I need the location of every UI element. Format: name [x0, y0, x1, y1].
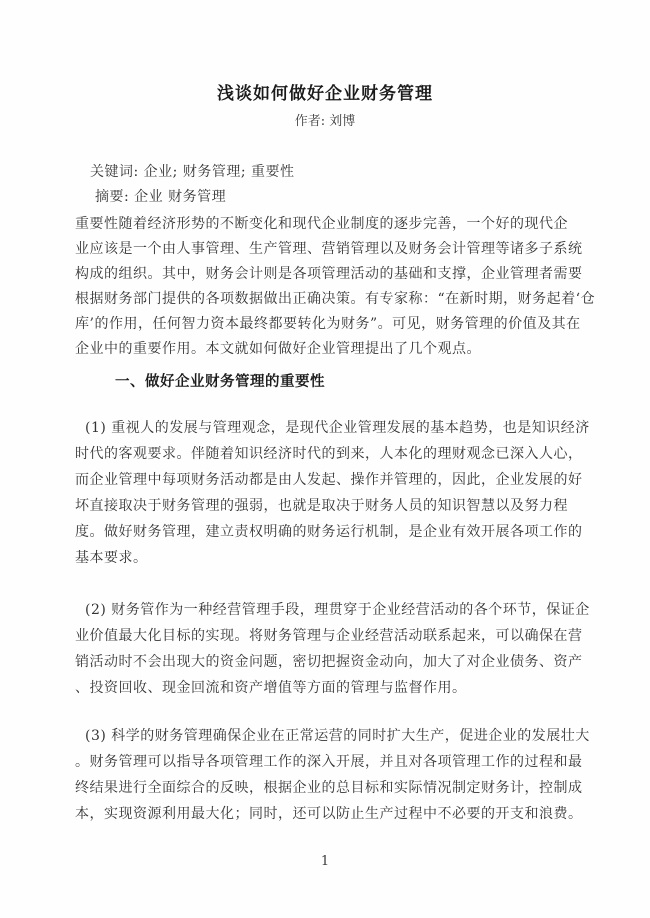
- text-line: 终结果进行全面综合的反映，根据企业的总目标和实际情况制定财务计，控制成: [75, 780, 583, 796]
- text-line: 根据财务部门提供的各项数据做出正确决策。有专家称：“在新时期，财务起着‘仓: [75, 291, 596, 307]
- text-line: 基本要求。: [75, 550, 148, 566]
- section-heading: 一、做好企业财务管理的重要性: [115, 373, 325, 390]
- text-line: 重要性随着经济形势的不断变化和现代企业制度的逐步完善，一个好的现代企: [75, 216, 568, 232]
- text-line: 业价值最大化目标的实现。将财务管理与企业经营活动联系起来，可以确保在营: [75, 628, 583, 644]
- paragraph-1: [75, 415, 590, 571]
- author-line: 作者: 刘博: [294, 114, 356, 129]
- text-line: 而企业管理中每项财务活动都是由人发起、操作并管理的，因此，企业发展的好: [75, 472, 583, 488]
- intro-paragraph: [75, 212, 596, 362]
- text-line: 度。做好财务管理，建立责权明确的财务运行机制，是企业有效开展各项工作的: [75, 524, 583, 540]
- keywords-line: 关键词: 企业; 财务管理; 重要性: [90, 164, 295, 180]
- text-line: 时代的客观要求。伴随着知识经济时代的到来，人本化的理财观念已深入人心，: [75, 446, 583, 462]
- text-line: 业应该是一个由人事管理、生产管理、营销管理以及财务会计管理等诸多子系统: [75, 241, 583, 257]
- text-line: 企业中的重要作用。本文就如何做好企业管理提出了几个观点。: [75, 341, 481, 357]
- text-line: 构成的组织。其中，财务会计则是各项管理活动的基础和支撑，企业管理者需要: [75, 266, 583, 282]
- text-line: 坏直接取决于财务管理的强弱，也就是取决于财务人员的知识智慧以及努力程: [75, 498, 568, 514]
- text-line: 销活动时不会出现大的资金问题，密切把握资金动向，加大了对企业债务、资产: [75, 654, 583, 670]
- page-number: 1: [320, 854, 330, 869]
- text-line: 、投资回收、现金回流和资产增值等方面的管理与监督作用。: [75, 680, 467, 696]
- text-line: (1) 重视人的发展与管理观念，是现代企业管理发展的基本趋势，也是知识经济: [85, 420, 590, 436]
- text-line: (2) 财务管作为一种经营管理手段，理贯穿于企业经营活动的各个环节，保证企: [85, 602, 590, 618]
- text-line: 库’的作用，任何智力资本最终都要转化为财务”。可见，财务管理的价值及其在: [75, 316, 581, 332]
- text-line: (3) 科学的财务管理确保企业在正常运营的同时扩大生产，促进企业的发展壮大: [85, 728, 590, 744]
- paragraph-2: [75, 597, 590, 701]
- abstract-line: 摘要: 企业 财务管理: [95, 189, 227, 205]
- paragraph-3: [75, 723, 590, 827]
- text-line: 本，实现资源利用最大化；同时，还可以防止生产过程中不必要的开支和浪费。: [75, 806, 583, 822]
- page-title: 浅谈如何做好企业财务管理: [217, 84, 433, 104]
- text-line: 。财务管理可以指导各项管理工作的深入开展，并且对各项管理工作的过程和最: [75, 754, 583, 770]
